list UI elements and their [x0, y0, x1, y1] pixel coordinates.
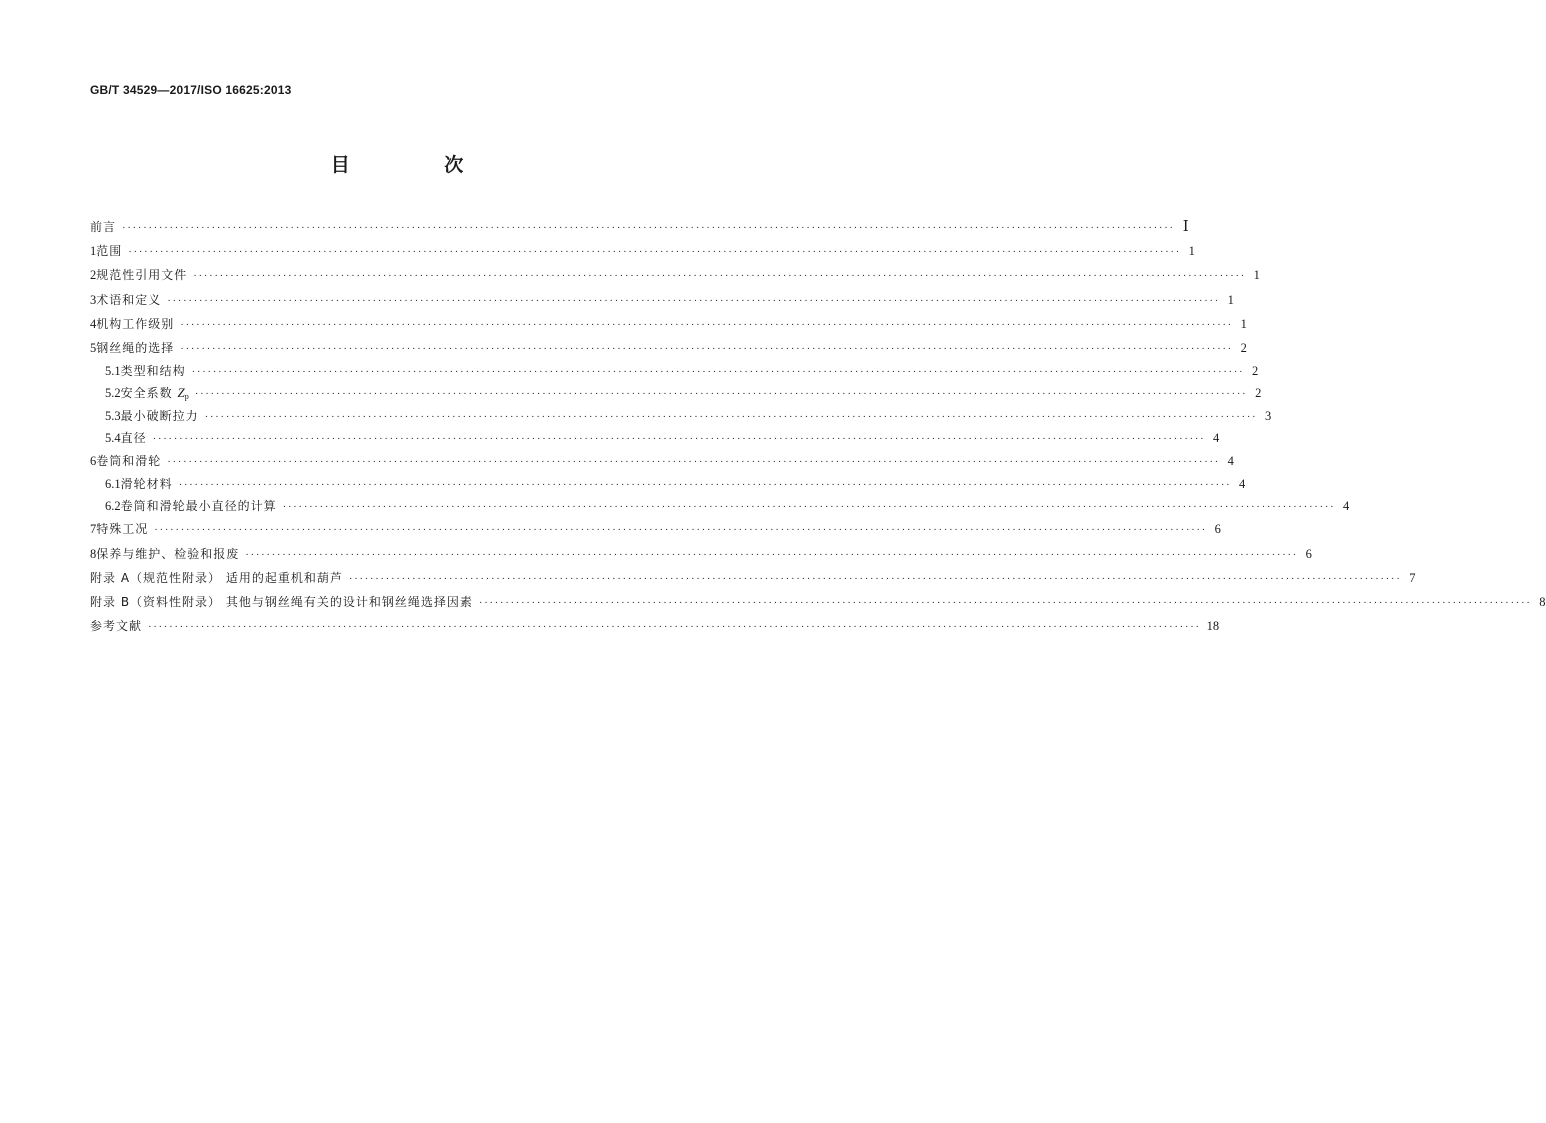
toc-entry-page: 4: [1213, 430, 1220, 445]
toc-dot-leader: ········································································································································································································: [154, 524, 1207, 537]
toc-entry-title: [90, 566, 343, 590]
toc-entry-title-text: 最小破断拉力: [120, 408, 199, 423]
toc-entry[interactable]: [90, 566, 1416, 590]
toc-dot-leader: ········································································································································································································: [122, 222, 1175, 234]
toc-entry-number: 6.1: [105, 477, 121, 492]
toc-entry-page: 2: [1255, 386, 1262, 401]
toc-entry-title-text: 卷筒和滑轮最小直径的计算: [120, 499, 277, 514]
toc-entry-title-text: 机构工作级别: [96, 316, 175, 331]
toc-dot-leader: ········································································································································································································: [152, 432, 1206, 445]
toc-entry[interactable]: [90, 590, 1546, 614]
toc-entry-page: 2: [1240, 340, 1247, 355]
toc-entry-page: 4: [1343, 499, 1350, 514]
toc-entry[interactable]: [90, 542, 1312, 566]
toc-entry-title-text: 附录 A（规范性附录） 适用的起重机和葫芦: [90, 570, 343, 585]
toc-entry[interactable]: [90, 263, 1260, 287]
toc-entry[interactable]: [90, 239, 1195, 263]
toc-entry-title-text: 直径: [120, 430, 147, 445]
toc-entry-number: 6.2: [105, 499, 121, 514]
toc-entry-number: 2: [90, 268, 97, 283]
toc-entry-title-text: 保养与维护、检验和报废: [96, 546, 240, 561]
toc-entry-title-text: 类型和结构: [120, 364, 186, 379]
toc-entry-title: [90, 614, 142, 638]
toc-entry-number: 1: [90, 244, 97, 259]
toc-dot-leader: ········································································································································································································: [282, 501, 1336, 514]
toc-dot-leader: ········································································································································································································: [148, 621, 1201, 634]
toc-dot-leader: ········································································································································································································: [191, 366, 1245, 379]
toc-entry-page: 2: [1252, 364, 1259, 379]
toc-entry-title-text: 钢丝绳的选择: [96, 340, 175, 355]
table-of-contents: [90, 215, 1546, 638]
toc-entry-title: [121, 495, 277, 517]
toc-entry-title: [96, 517, 148, 541]
toc-dot-leader: ········································································································································································································: [167, 455, 1220, 468]
toc-entry-title-text: 卷筒和滑轮: [96, 453, 162, 468]
toc-dot-leader: ········································································································································································································: [193, 270, 1246, 283]
page-title: 目 次: [330, 154, 508, 176]
toc-entry-page: 18: [1206, 619, 1220, 634]
toc-entry[interactable]: [90, 405, 1272, 427]
toc-entry-page: 1: [1240, 316, 1247, 331]
toc-entry[interactable]: [90, 473, 1246, 495]
toc-entry-title-text: 前言: [90, 220, 117, 234]
toc-entry-page: 4: [1227, 453, 1234, 468]
toc-entry-title: [96, 449, 161, 473]
toc-entry-title-text: 特殊工况: [96, 522, 149, 537]
toc-entry-title: [96, 263, 187, 287]
toc-entry[interactable]: [90, 427, 1220, 449]
toc-entry-title-text: 安全系数: [120, 386, 173, 401]
toc-dot-leader: ········································································································································································································: [180, 318, 1233, 331]
toc-entry-number: 5.1: [105, 364, 121, 379]
toc-entry-number: 8: [90, 546, 97, 561]
toc-entry-title: [96, 542, 239, 566]
toc-entry-page: 6: [1305, 546, 1312, 561]
toc-dot-leader: ········································································································································································································: [180, 342, 1233, 355]
toc-entry-page: 1: [1188, 244, 1195, 259]
toc-entry[interactable]: [90, 495, 1350, 517]
toc-entry-page: Ⅰ: [1182, 219, 1189, 235]
toc-dot-leader: ········································································································································································································: [194, 388, 1248, 401]
toc-entry-page: 3: [1265, 408, 1272, 423]
toc-entry-number: 5: [90, 340, 97, 355]
standard-number: GB/T 34529—2017/ISO 16625:2013: [90, 83, 292, 97]
toc-entry[interactable]: [90, 215, 1189, 239]
toc-entry-number: 3: [90, 292, 97, 307]
toc-entry-page: 1: [1227, 292, 1234, 307]
toc-entry[interactable]: [90, 336, 1247, 360]
toc-entry-title-text: 参考文献: [90, 619, 143, 634]
toc-entry-title: [90, 215, 116, 239]
toc-entry-title-text: 规范性引用文件: [96, 268, 188, 283]
toc-entry-page: 8: [1539, 595, 1546, 609]
toc-dot-leader: ········································································································································································································: [128, 246, 1181, 259]
toc-entry-number: 7: [90, 522, 97, 537]
toc-entry-title: [96, 239, 122, 263]
toc-entry-number: 5.3: [105, 408, 121, 423]
toc-entry-title: [121, 405, 199, 427]
toc-entry[interactable]: [90, 312, 1247, 336]
toc-entry-number: 5.4: [105, 430, 121, 445]
toc-dot-leader: ········································································································································································································: [245, 548, 1298, 561]
toc-entry-page: 1: [1253, 268, 1260, 283]
toc-entry-title: [96, 336, 174, 360]
toc-entry-page: 4: [1239, 477, 1246, 492]
toc-entry-symbol: Z: [177, 385, 185, 401]
toc-entry-title-text: 附录 B（资料性附录） 其他与钢丝绳有关的设计和钢丝绳选择因素: [90, 595, 473, 609]
toc-entry-title-text: 滑轮材料: [120, 477, 173, 492]
toc-entry-title: [121, 473, 173, 495]
toc-entry-number: 4: [90, 316, 97, 331]
toc-entry-title-text: 术语和定义: [96, 292, 162, 307]
toc-entry[interactable]: [90, 517, 1221, 541]
toc-entry-title: [96, 312, 174, 336]
toc-entry-title-text: 范围: [96, 244, 123, 259]
toc-entry-title: [121, 427, 147, 449]
toc-entry-page: 6: [1214, 522, 1221, 537]
toc-entry-subscript: p: [184, 392, 189, 402]
toc-entry-page: 7: [1409, 570, 1416, 585]
toc-dot-leader: ········································································································································································································: [204, 410, 1258, 423]
toc-entry[interactable]: [90, 382, 1262, 404]
toc-entry-title: [121, 360, 186, 382]
toc-dot-leader: ········································································································································································································: [178, 479, 1232, 492]
toc-entry[interactable]: [90, 449, 1234, 473]
toc-dot-leader: ········································································································································································································: [348, 572, 1402, 585]
toc-dot-leader: ········································································································································································································: [478, 597, 1532, 609]
toc-entry-number: 6: [90, 453, 97, 468]
toc-entry-title: [90, 590, 473, 614]
toc-entry[interactable]: [90, 288, 1234, 312]
toc-entry[interactable]: [90, 360, 1259, 382]
toc-entry-number: 5.2: [105, 386, 121, 401]
toc-dot-leader: ········································································································································································································: [167, 294, 1220, 307]
toc-entry[interactable]: [90, 614, 1220, 638]
toc-entry-title: [96, 288, 161, 312]
